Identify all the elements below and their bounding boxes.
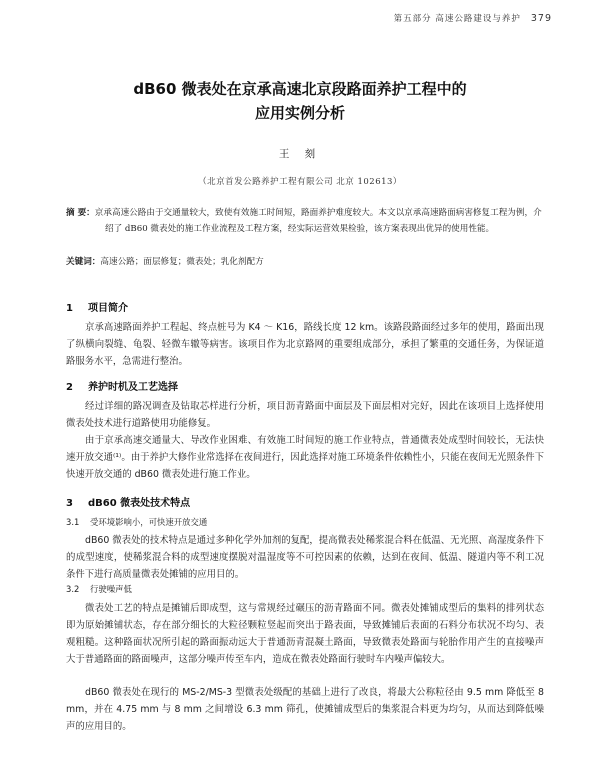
section-number: 2 — [66, 382, 73, 393]
abstract — [66, 205, 544, 237]
abstract-label: 摘 要： — [66, 208, 95, 218]
subsection-title: 行驶噪声低 — [90, 584, 132, 594]
keywords-label: 关键词： — [66, 257, 101, 267]
section-heading — [66, 299, 128, 314]
keywords-text: 高速公路；面层修复；微表处；乳化剂配方 — [100, 257, 264, 267]
subsection-heading — [66, 516, 207, 528]
section-heading — [66, 378, 178, 393]
paper-title-line2: 应用实例分析 — [254, 104, 345, 122]
paragraph: dB60 微表处在现行的 MS-2/MS-3 型微表处级配的基础上进行了改良，将最大公称粒径由 9.5 mm 降低至 8 mm，并在 4.75 mm 与 8 mm 之间增设 6.3 mm 筛孔，使摊铺成型后的集浆混合料更为均匀，从而达到降低噪声的应用目的。 — [66, 687, 544, 732]
author-affiliation: （北京首发公路养护工程有限公司 北京 102613） — [198, 177, 402, 187]
section-number: 1 — [66, 303, 73, 314]
paragraph: 微表处工艺的特点是摊铺后即成型，这与常规经过碾压的沥青路面不同。微表处摊铺成型后的集料的排列状态即为原始摊铺状态，存在部分细长的大粒径颗粒竖起而突出于路表面，导致摊铺后表面的石料分布状况不均匀、表观粗糙。这种路面状况所引起的路面振动远大于普通沥青混凝土路面，导致微表处路面与轮胎作用产生的直接噪声大于普通路面的路面噪声，这部分噪声传至车内，造成在微表处路面行驶时车内噪声偏较大。 — [66, 603, 544, 665]
paragraph: 由于京承高速交通量大、导改作业困难、有效施工时间短的施工作业特点，普通微表处成型时间较长，无法快速开放交通⁽¹⁾。由于养护大修作业常选择在夜间进行，因此选择对施工环境条件依赖性小，只能在夜间无光照条件下快速开放交通的 dB60 微表处进行施工作业。 — [66, 435, 544, 480]
abstract-text: 京承高速公路由于交通量较大，致使有效施工时间短，路面养护难度较大。本文以京承高速路面病害修复工程为例，介绍了 dB60 微表处的施工作业流程及工程方案，经实际运营效果检验，该方案表现出优异的使用性能。 — [94, 208, 542, 234]
section-title: 养护时机及工艺选择 — [88, 382, 178, 393]
running-header — [394, 12, 552, 24]
author-name: 王 刻 — [278, 148, 322, 160]
section-number: 3 — [66, 498, 73, 509]
page-number: 379 — [530, 13, 552, 24]
section-title: 项目简介 — [88, 303, 128, 314]
subsection-number: 3.1 — [66, 517, 80, 527]
keywords — [66, 254, 544, 270]
subsection-number: 3.2 — [66, 584, 80, 594]
paragraph: dB60 微表处的技术特点是通过多种化学外加剂的复配，提高微表处稀浆混合料在低温、无光照、高湿度条件下的成型速度，使稀浆混合料的成型速度摆脱对温湿度等不可控因素的依赖，达到在夜间、低温、隧道内等不利工况条件下进行高质量微表处摊铺的应用目的。 — [66, 535, 544, 580]
section-title: dB60 微表处技术特点 — [88, 498, 191, 509]
section-heading — [66, 494, 190, 509]
subsection-heading — [66, 583, 132, 595]
paragraph: 经过详细的路况调查及钻取芯样进行分析，项目沥青路面中面层及下面层相对完好，因此在该项目上选择使用微表处技术进行道路使用功能修复。 — [66, 401, 544, 429]
running-header-text: 第五部分 高速公路建设与养护 — [393, 14, 521, 24]
subsection-title: 受环境影响小，可快速开放交通 — [90, 517, 208, 527]
paragraph: 京承高速路面养护工程起、终点桩号为 K4 ～ K16，路线长度 12 km。该路段路面经过多年的使用，路面出现了纵横向裂缝、龟裂、轻微车辙等病害。该项目作为北京路网的重要组成部分，承担了繁重的交通任务，为保证道路服务水平，急需进行整治。 — [66, 322, 544, 367]
paper-title-line1: dB60 微表处在京承高速北京段路面养护工程中的 — [133, 80, 467, 98]
